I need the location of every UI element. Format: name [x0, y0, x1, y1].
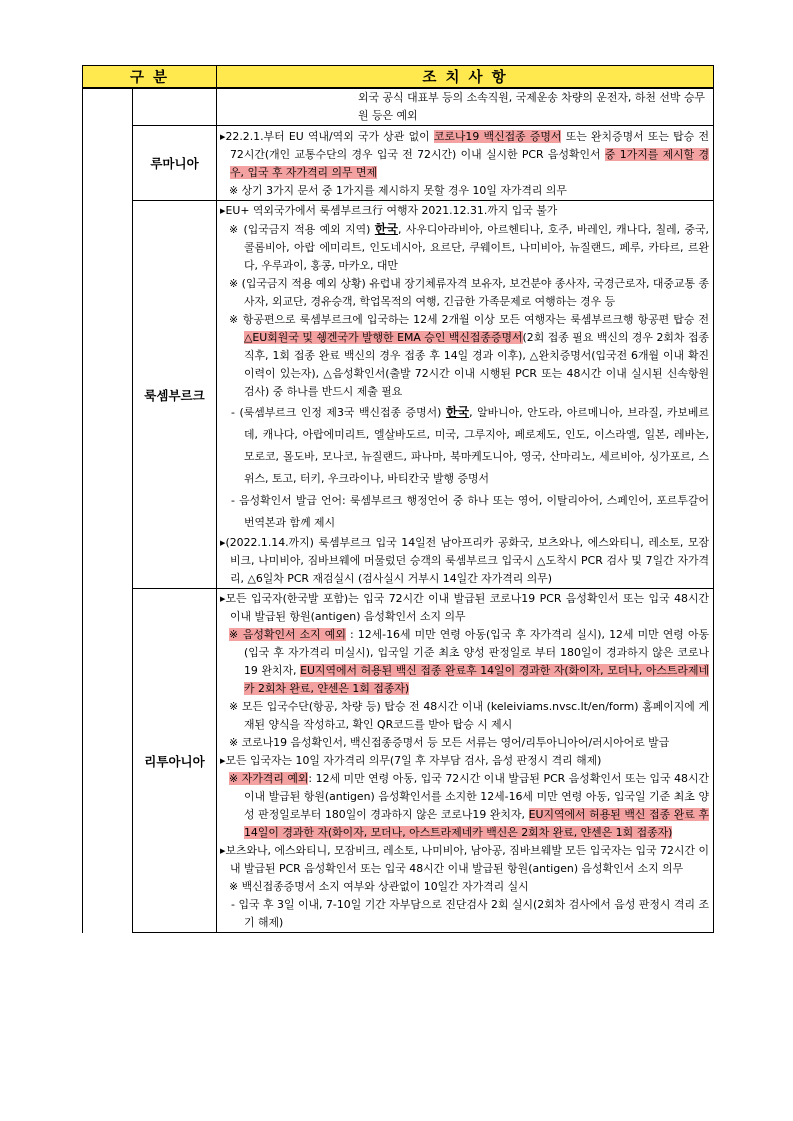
row-intro [83, 88, 714, 126]
header-category: 구 분 [83, 66, 217, 89]
romania-note: ※ 상기 3가지 문서 중 1가지를 제시하지 못할 경우 10일 자가격리 의무 [229, 184, 567, 197]
left-blank-column [83, 88, 133, 933]
highlight: 중 1가지를 제시할 경우, 입국 후 자가격리 의무 면제 [230, 148, 710, 179]
lithuania-cell [217, 589, 714, 933]
row-luxembourg [83, 201, 714, 589]
row-romania [83, 126, 714, 201]
lit-para-7: ▸보츠와나, 에스와티니, 모잠비크, 레소토, 나미비아, 남아공, 짐바브웨발 모든 입국자는 입국 72시간 이내 발급된 PCR 음성확인서 또는 입국 48시간 이내 발급된 항원(antigen) 음성확인서 소지 의무 [220, 844, 709, 875]
lit-para-4: ※ 코로나19 음성확인서, 백신접종증명서 등 모든 서류는 영어/리투아니아어/러시아어로 발급 [229, 736, 670, 749]
highlight: 코로나19 백신접종 증명서 [433, 130, 562, 143]
lit-para-3: ※ 모든 입국수단(항공, 차량 등) 탑승 전 48시간 이내 (keleiviams.nvsc.lt/en/form) 홈페이지에 게재된 양식을 작성하고, 확인 QR코드를 받아 탑승 시 제시 [229, 700, 709, 731]
intro-text: 외국 공식 대표부 등의 소속직원, 국제운송 차량의 운전자, 하천 선박 승무원 등은 예외 [358, 91, 705, 122]
intro-cell [217, 88, 714, 126]
highlight: EU지역에서 허용된 백신 접종 완료 후 14일이 경과한 자(화이자, 모더나, 아스트라제네카 백신은 2회차 완료, 얀센은 1회 접종자) [244, 808, 709, 839]
highlight: △EU회원국 및 쉥겐국가 발행한 EMA 승인 백신접종증명서 [244, 331, 523, 344]
country-lithuania: 리투아니아 [133, 589, 217, 933]
highlight: ※ 음성확인서 소지 예외 [229, 628, 346, 641]
measures-table [82, 65, 714, 933]
lux-para-5: - (룩셈부르크 인정 제3국 백신접종 증명서) 한국, 알바니아, 안도라, 아르메니아, 브라질, 카보베르데, 캐나다, 아랍에미리트, 엘살바도르, 미국, 그루지아, 페로제도, 인도, 이스라엘, 일본, 레바논, 모로코, 몰도바, 모나코, 뉴질랜드, 파나마, 북마케도니아, 영국, 산마리노, 세르비아, 싱가포르, 스위스, 토고, 터키, 우크라이나, 바티칸국 발행 증명서 [231, 405, 709, 485]
highlight: EU지역에서 허용된 백신 접종 완료후 14일이 경과한 자(화이자, 모더나, 아스트라제네카 2회차 완료, 얀센은 1회 접종자) [244, 664, 709, 695]
lux-para-2: ※ (입국금지 적용 예외 지역) 한국, 사우디아라비아, 아르헨티나, 호주, 바레인, 캐나다, 칠레, 중국, 콜롬비아, 아랍 에미리트, 인도네시아, 요르단, 쿠웨이트, 나미비아, 뉴질랜드, 페루, 카타르, 르완다, 우루과이, 홍콩, 마카오, 대만 [229, 222, 709, 272]
header-row [83, 66, 714, 89]
lit-para-8: ※ 백신접종증명서 소지 여부와 상관없이 10일간 자가격리 실시 [229, 880, 529, 893]
underlined-korea: 한국 [374, 222, 398, 236]
lux-para-6: - 음성확인서 발급 언어: 룩셈부르크 행정언어 중 하나 또는 영어, 이탈리아어, 스페인어, 포르투갈어 번역본과 함께 제시 [231, 494, 709, 529]
lux-para-3: ※ (입국금지 적용 예외 상황) 유럽내 장기체류자격 보유자, 보건분야 종사자, 국경근로자, 대중교통 종사자, 외교단, 경유승객, 학업목적의 여행, 긴급한 가족문제로 여행하는 경우 등 [229, 277, 709, 308]
country-luxembourg: 룩셈부르크 [133, 201, 217, 589]
header-measures: 조 치 사 항 [217, 66, 714, 89]
romania-cell [217, 126, 714, 201]
lit-para-6: ※ 자가격리 예외: 12세 미만 연령 아동, 입국 72시간 이내 발급된 PCR 음성확인서 또는 입국 48시간 이내 발급된 항원(antigen) 음성확인서를 소지한 12세-16세 미만 연령 아동, 입국일 기준 최초 양성 판정일로부터 180일이 경과하지 않은 코로나19 완치자, EU지역에서 허용된 백신 접종 완료 후 14일이 경과한 자(화이자, 모더나, 아스트라제네카 백신은 2회차 완료, 얀센은 1회 접종자) [229, 772, 709, 839]
lit-para-1: ▸모든 입국자(한국발 포함)는 입국 72시간 이내 발급된 코로나19 PCR 음성확인서 또는 입국 48시간 이내 발급된 항원(antigen) 음성확인서 소지 의무 [220, 592, 709, 623]
lit-para-9: - 입국 후 3일 이내, 7-10일 기간 자부담으로 진단검사 2회 실시(2회차 검사에서 음성 판정시 격리 조기 해제) [231, 898, 709, 929]
romania-para-1: ▸22.2.1.부터 EU 역내/역외 국가 상관 없이 코로나19 백신접종 증명서 또는 완치증명서 또는 탑승 전 72시간(개인 교통수단의 경우 입국 전 72시간) 이내 실시한 PCR 음성확인서 중 1가지를 제시할 경우, 입국 후 자가격리 의무 면제 [220, 130, 710, 179]
lux-para-7: ▸(2022.1.14.까지) 룩셈부르크 입국 14일전 남아프리카 공화국, 보츠와나, 에스와티니, 레소토, 모잠비크, 나미비아, 짐바브웨에 머물렀던 승객의 룩셈부르크 입국시 △도착시 PCR 검사 및 7일간 자가격리, △6일차 PCR 재검실시 (검사실시 거부시 14일간 자가격리 의무) [220, 536, 709, 585]
country-romania: 루마니아 [133, 126, 217, 201]
lux-para-4: ※ 항공편으로 룩셈부르크에 입국하는 12세 2개월 이상 모든 여행자는 룩셈부르크행 항공편 탑승 전 △EU회원국 및 쉥겐국가 발행한 EMA 승인 백신접종증명서(2회 접종 필요 백신의 경우 2회차 접종 직후, 1회 접종 완료 백신의 경우 접종 후 14일 경과 이후), △완치증명서(입국전 6개월 이내 확진 이력이 있는자), △음성확인서(출발 72시간 이내 시행된 PCR 또는 48시간 이내 실시된 신속항원검사) 중 하나를 반드시 제출 필요 [229, 313, 709, 398]
intro-blank-cell [133, 88, 217, 126]
luxembourg-cell [217, 201, 714, 589]
row-lithuania [83, 589, 714, 933]
lit-para-2: ※ 음성확인서 소지 예외 : 12세-16세 미만 연령 아동(입국 후 자가격리 실시), 12세 미만 연령 아동(입국 후 자가격리 미실시), 입국일 기준 최초 양성 판정일로 부터 180일이 경과하지 않은 코로나19 완치자, EU지역에서 허용된 백신 접종 완료후 14일이 경과한 자(화이자, 모더나, 아스트라제네카 2회차 완료, 얀센은 1회 접종자) [229, 628, 709, 695]
underlined-korea: 한국 [445, 405, 470, 419]
lux-para-1: ▸EU+ 역외국가에서 룩셈부르크行 여행자 2021.12.31.까지 입국 불가 [220, 204, 558, 217]
lit-para-5: ▸모든 입국자는 10일 자가격리 의무(7일 후 자부담 검사, 음성 판정시 격리 해제) [220, 754, 602, 767]
highlight: ※ 자가격리 예외 [229, 772, 309, 785]
